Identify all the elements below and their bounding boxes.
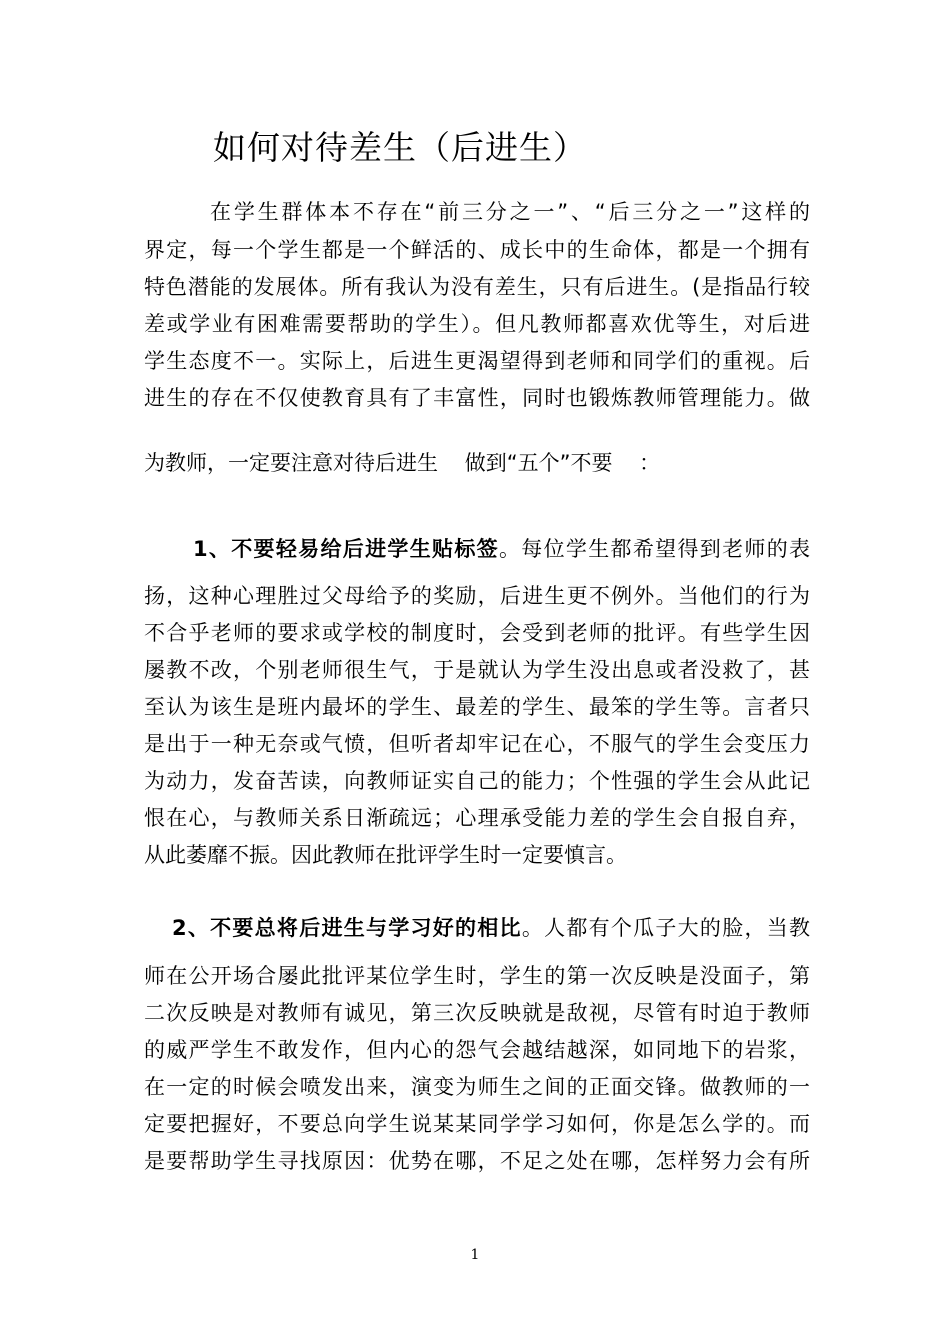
section-2-first-tail: 。人都有个瓜子大的脸，当教 <box>521 916 810 940</box>
section-1-line: 屡教不改，个别老师很生气，于是就认为学生没出息或者没救了，甚 <box>144 658 810 682</box>
section-1-line: 不合乎老师的要求或学校的制度时，会受到老师的批评。有些学生因 <box>144 621 810 645</box>
section-1-line: 扬，这种心理胜过父母给予的奖励，后进生更不例外。当他们的行为 <box>144 584 810 608</box>
section-2-line: 是要帮助学生寻找原因：优势在哪，不足之处在哪，怎样努力会有所 <box>144 1149 810 1173</box>
section-1-line: 是出于一种无奈或气愤，但听者却牢记在心，不服气的学生会变压力 <box>144 732 810 756</box>
section-2-line: 师在公开场合屡此批评某位学生时，学生的第一次反映是没面子，第 <box>144 964 810 988</box>
section-1-first-tail: 。每位学生都希望得到老师的表 <box>498 537 810 561</box>
section-2-line: 定要把握好，不要总向学生说某某同学学习如何，你是怎么学的。而 <box>144 1112 810 1136</box>
section-1-first-line <box>193 535 810 563</box>
section-2-line: 在一定的时候会喷发出来，演变为师生之间的正面交锋。做教师的一 <box>144 1075 810 1099</box>
intro-line: 在学生群体本不存在“前三分之一”、“后三分之一”这样的 <box>210 200 810 224</box>
intro-line: 差或学业有困难需要帮助的学生）。但凡教师都喜欢优等生，对后进 <box>144 312 810 336</box>
section-2-first-line <box>172 914 810 942</box>
section-1-line: 恨在心，与教师关系日渐疏远；心理承受能力差的学生会自报自弃， <box>144 806 810 830</box>
section-1-heading: 1、不要轻易给后进学生贴标签 <box>193 537 499 561</box>
section-2-line: 的威严学生不敢发作，但内心的怨气会越结越深，如同地下的岩浆， <box>144 1038 810 1062</box>
intro-line: 学生态度不一。实际上，后进生更渴望得到老师和同学们的重视。后 <box>144 349 810 373</box>
section-2-line: 二次反映是对教师有诚见，第三次反映就是敌视，尽管有时迫于教师 <box>144 1001 810 1025</box>
intro-line: 特色潜能的发展体。所有我认为没有差生，只有后进生。(是指品行较 <box>144 275 810 299</box>
intro-closing-line: 为教师，一定要注意对待后进生 做到“五个”不要 ： <box>144 451 661 475</box>
intro-line: 界定，每一个学生都是一个鲜活的、成长中的生命体，都是一个拥有 <box>144 238 810 262</box>
section-2-heading: 2、不要总将后进生与学习好的相比 <box>172 916 522 940</box>
intro-line: 进生的存在不仅使教育具有了丰富性，同时也锻炼教师管理能力。做 <box>144 386 810 410</box>
section-1-line: 从此萎靡不振。因此教师在批评学生时一定要慎言。 <box>144 843 627 867</box>
page-number: 1 <box>470 1247 480 1263</box>
document-title: 如何对待差生（后进生） <box>213 128 587 167</box>
section-1-line: 为动力，发奋苦读，向教师证实自己的能力；个性强的学生会从此记 <box>144 769 810 793</box>
section-1-line: 至认为该生是班内最坏的学生、最差的学生、最笨的学生等。言者只 <box>144 695 810 719</box>
